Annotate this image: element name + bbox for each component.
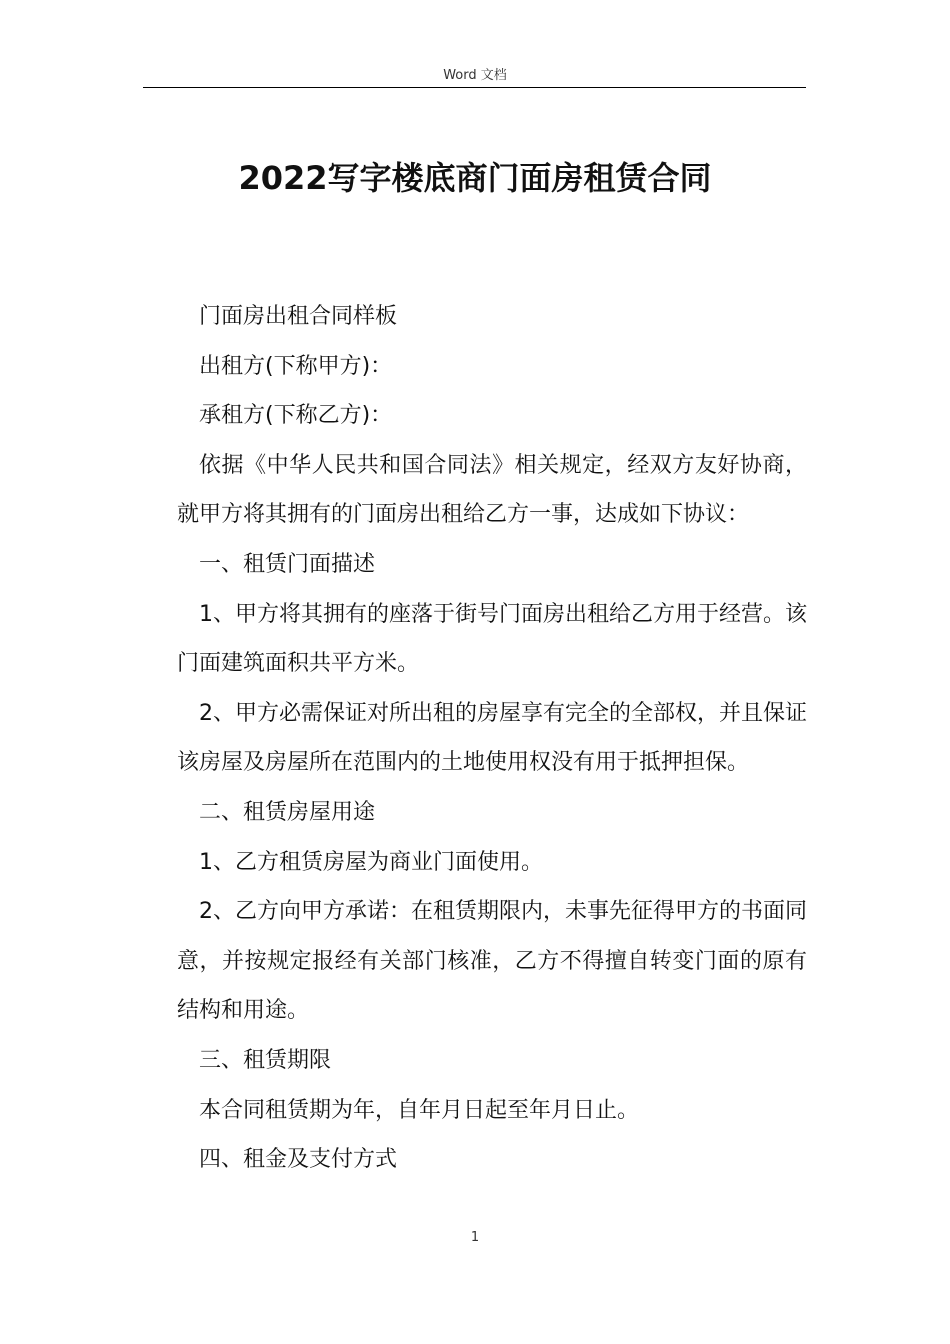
page-header: Word 文档 (443, 68, 507, 83)
paragraph: 1、甲方将其拥有的座落于街号门面房出租给乙方用于经营。该门面建筑面积共平方米。 (177, 601, 807, 677)
document-body (177, 292, 807, 1185)
paragraph: 2、乙方向甲方承诺：在租赁期限内，未事先征得甲方的书面同意，并按规定报经有关部门核准，乙方不得擅自转变门面的原有结构和用途。 (177, 899, 807, 1024)
paragraph: 1、乙方租赁房屋为商业门面使用。 (199, 849, 543, 875)
paragraph: 本合同租赁期为年，自年月日起至年月日止。 (199, 1097, 640, 1123)
paragraph: 依据《中华人民共和国合同法》相关规定，经双方友好协商，就甲方将其拥有的门面房出租给乙方一事，达成如下协议： (177, 452, 807, 528)
section-heading: 二、租赁房屋用途 (199, 799, 376, 825)
section-heading: 三、租赁期限 (199, 1047, 332, 1073)
document-title: 2022写字楼底商门面房租赁合同 (238, 159, 712, 197)
paragraph: 门面房出租合同样板 (199, 304, 398, 329)
section-heading: 一、租赁门面描述 (199, 551, 376, 577)
section-heading: 四、租金及支付方式 (199, 1147, 398, 1173)
paragraph: 出租方(下称甲方)： (199, 353, 393, 379)
paragraph: 2、甲方必需保证对所出租的房屋享有完全的全部权，并且保证该房屋及房屋所在范围内的土地使用权没有用于抵押担保。 (177, 700, 807, 776)
header-divider (143, 87, 806, 88)
page-number: 1 (470, 1230, 480, 1245)
paragraph: 承租方(下称乙方)： (199, 403, 393, 429)
